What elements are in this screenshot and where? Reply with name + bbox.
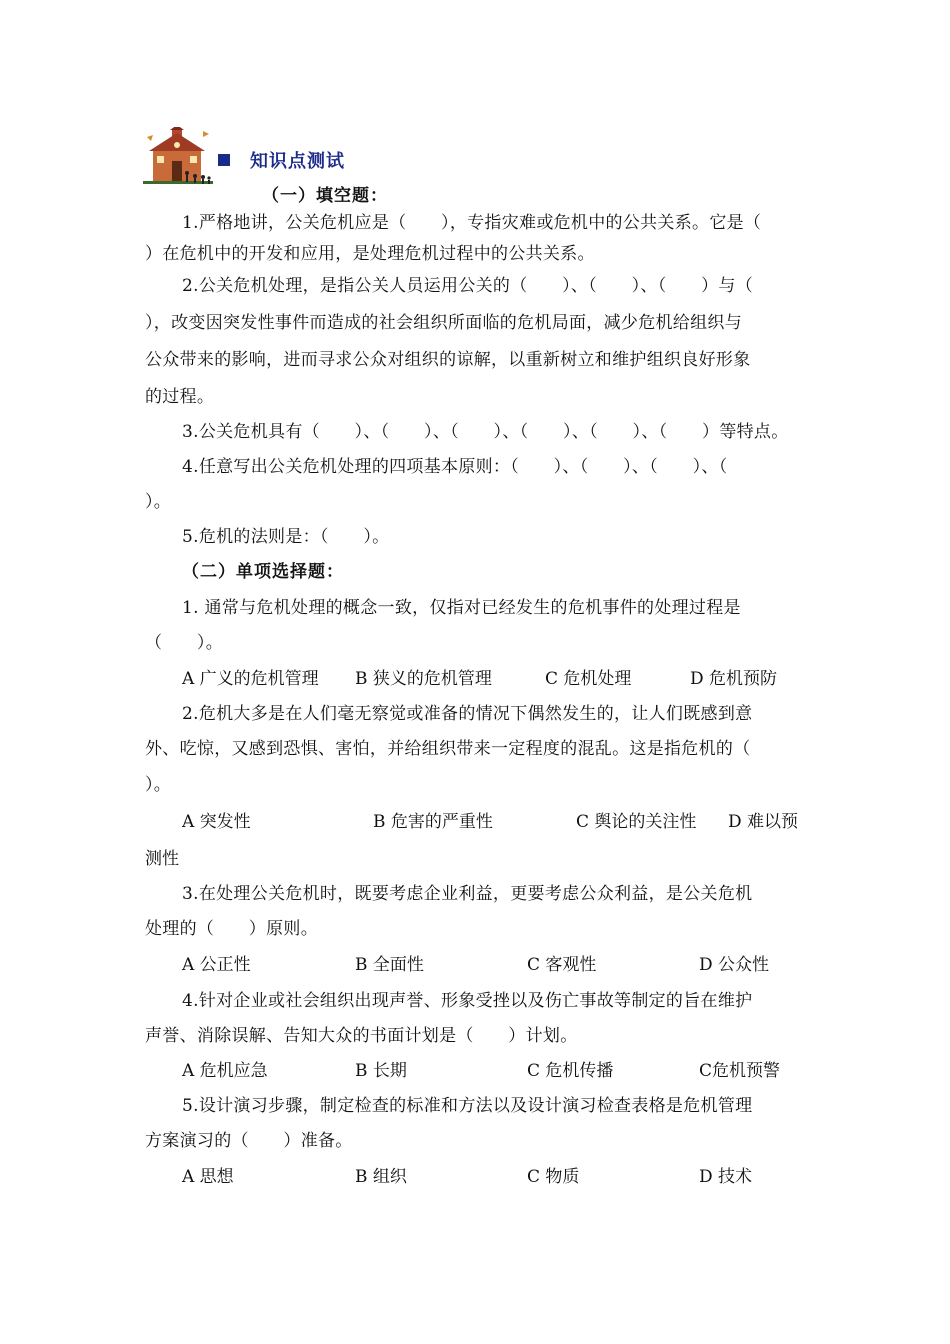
- fill-blank-line: 2.公关危机处理，是指公关人员运用公关的（ ）、（ ）、（ ）与（: [182, 276, 754, 296]
- question-5-option-c: C 物质: [527, 1167, 580, 1187]
- section-header-title: 知识点测试: [250, 151, 345, 172]
- question-2-line: 外、吃惊，又感到恐惧、害怕，并给组织带来一定程度的混乱。这是指危机的（: [145, 739, 751, 759]
- question-3-option-d: D 公众性: [699, 955, 770, 975]
- fill-blank-line: ）在危机中的开发和应用，是处理危机过程中的公共关系。: [145, 244, 595, 264]
- question-2-line: 2.危机大多是在人们毫无察觉或准备的情况下偶然发生的，让人们既感到意: [182, 704, 753, 724]
- question-3-option-b: B 全面性: [355, 955, 424, 975]
- question-4-line: 声誉、消除误解、告知大众的书面计划是（ ）计划。: [145, 1026, 578, 1046]
- question-5-line: 5.设计演习步骤，制定检查的标准和方法以及设计演习检查表格是危机管理: [182, 1096, 753, 1116]
- question-3-line: 3.在处理公关危机时，既要考虑企业利益，更要考虑公众利益，是公关危机: [182, 884, 753, 904]
- question-2-option-d-continued: 测性: [145, 849, 179, 869]
- question-2-option-a: A 突发性: [182, 812, 251, 832]
- question-2-option-b: B 危害的严重性: [373, 812, 493, 832]
- fill-blank-line: 4.任意写出公关危机处理的四项基本原则：（ ）、（ ）、（ ）、（: [182, 457, 728, 477]
- fill-blank-line: 3.公关危机具有（ ）、（ ）、（ ）、（ ）、（ ）、（ ）等特点。: [182, 422, 789, 442]
- question-3-line: 处理的（ ）原则。: [145, 919, 318, 939]
- question-5-option-d: D 技术: [699, 1167, 753, 1187]
- question-1-option-b: B 狭义的危机管理: [355, 669, 492, 689]
- question-4-option-b: B 长期: [355, 1061, 407, 1081]
- fill-blank-line: ），改变因突发性事件而造成的社会组织所面临的危机局面，减少危机给组织与: [145, 313, 742, 333]
- header-bullet-square: [218, 154, 230, 166]
- question-5-option-b: B 组织: [355, 1167, 407, 1187]
- question-3-option-a: A 公正性: [182, 955, 251, 975]
- question-2-line: ）。: [145, 775, 172, 795]
- single-choice-section-title: （二）单项选择题：: [182, 562, 344, 582]
- question-3-option-c: C 客观性: [527, 955, 597, 975]
- fill-blank-line: 公众带来的影响，进而寻求公众对组织的谅解，以重新树立和维护组织良好形象: [145, 350, 751, 370]
- fill-blank-line: 1.严格地讲，公关危机应是（ ），专指灾难或危机中的公共关系。它是（: [182, 213, 762, 233]
- question-1-option-d: D 危机预防: [690, 669, 778, 689]
- question-1-line: 1. 通常与危机处理的概念一致，仅指对已经发生的危机事件的处理过程是: [182, 598, 741, 618]
- fill-blank-line: 的过程。: [145, 387, 215, 407]
- fill-blank-section-title: （一）填空题：: [262, 186, 388, 206]
- question-5-line: 方案演习的（ ）准备。: [145, 1131, 353, 1151]
- question-1-option-c: C 危机处理: [545, 669, 632, 689]
- question-4-option-d: C危机预警: [699, 1061, 781, 1081]
- question-4-option-c: C 危机传播: [527, 1061, 614, 1081]
- question-2-option-d: D 难以预: [728, 812, 799, 832]
- question-2-option-c: C 舆论的关注性: [576, 812, 697, 832]
- fill-blank-line: 5.危机的法则是：（ ）。: [182, 527, 390, 547]
- question-5-option-a: A 思想: [182, 1167, 234, 1187]
- question-4-line: 4.针对企业或社会组织出现声誉、形象受挫以及伤亡事故等制定的旨在维护: [182, 991, 753, 1011]
- question-1-line: （ ）。: [145, 633, 223, 653]
- question-4-option-a: A 危机应急: [182, 1061, 268, 1081]
- schoolhouse-icon: [143, 127, 213, 187]
- fill-blank-line: ）。: [145, 492, 172, 512]
- question-1-option-a: A 广义的危机管理: [182, 669, 319, 689]
